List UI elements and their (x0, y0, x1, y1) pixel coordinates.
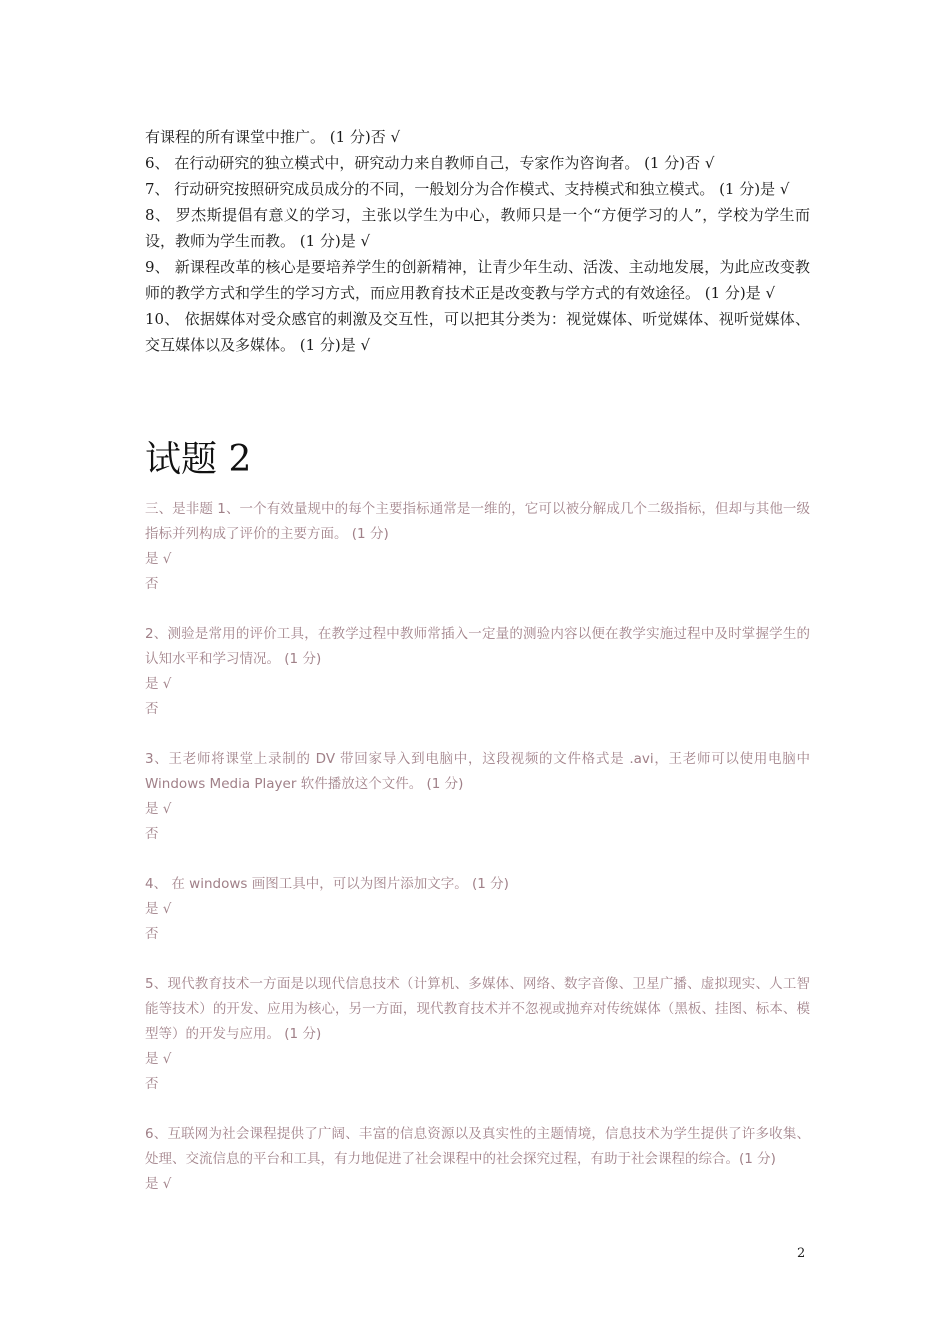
answer-yes: 是 √ (145, 901, 172, 917)
question-text: 6、互联网为社会课程提供了广阔、丰富的信息资源以及真实性的主题情境，信息技术为学生提供了许多收集、处理、交流信息的平台和工具，有力地促进了社会课程中的社会探究过程，有助于社会课程的综合。(1 分) (145, 1126, 810, 1167)
question-item (145, 1122, 810, 1197)
answer-yes: 是 √ (145, 1176, 172, 1192)
question-item (145, 622, 810, 722)
continuation-item: 有课程的所有课堂中推广。 (1 分)否 √ (145, 128, 401, 146)
continuation-item: 10、 依据媒体对受众感官的刺激及交互性，可以把其分类为：视觉媒体、听觉媒体、视听觉媒体、交互媒体以及多媒体。 (1 分)是 √ (145, 310, 810, 354)
answer-no: 否 (145, 701, 159, 717)
answer-yes: 是 √ (145, 801, 172, 817)
question-text: 2、测验是常用的评价工具，在教学过程中教师常插入一定量的测验内容以便在教学实施过程中及时掌握学生的认知水平和学习情况。 (1 分) (145, 626, 810, 667)
question-item (145, 972, 810, 1097)
answer-yes: 是 √ (145, 1051, 172, 1067)
question-item (145, 747, 810, 847)
answer-no: 否 (145, 926, 159, 942)
question-text: 5、现代教育技术一方面是以现代信息技术（计算机、多媒体、网络、数字音像、卫星广播、虚拟现实、人工智能等技术）的开发、应用为核心，另一方面，现代教育技术并不忽视或抛弃对传统媒体（黑板、挂图、标本、模型等）的开发与应用。 (1 分) (145, 976, 810, 1042)
quiz-questions (145, 497, 810, 1222)
continuation-item: 7、 行动研究按照研究成员成分的不同，一般划分为合作模式、支持模式和独立模式。 (1 分)是 √ (145, 180, 790, 198)
answer-yes: 是 √ (145, 676, 172, 692)
question-text: 4、 在 windows 画图工具中，可以为图片添加文字。 (1 分) (145, 876, 509, 892)
continuation-item: 6、 在行动研究的独立模式中，研究动力来自教师自己，专家作为咨询者。 (1 分)否 √ (145, 154, 715, 172)
continuation-list (145, 124, 810, 358)
continuation-item: 8、 罗杰斯提倡有意义的学习，主张以学生为中心，教师只是一个“方便学习的人”，学校为学生而设，教师为学生而教。 (1 分)是 √ (145, 206, 810, 250)
page-number: 2 (797, 1246, 806, 1261)
answer-yes: 是 √ (145, 551, 172, 567)
answer-no: 否 (145, 826, 159, 842)
answer-no: 否 (145, 576, 159, 592)
question-text: 3、王老师将课堂上录制的 DV 带回家导入到电脑中，这段视频的文件格式是 .avi，王老师可以使用电脑中 Windows Media Player 软件播放这个文件。 (1 分) (145, 751, 810, 792)
question-text: 三、是非题 1、一个有效量规中的每个主要指标通常是一维的，它可以被分解成几个二级指标，但却与其他一级指标并列构成了评价的主要方面。 (1 分) (145, 501, 810, 542)
question-item (145, 497, 810, 597)
answer-no: 否 (145, 1076, 159, 1092)
section-title: 试题 2 (145, 439, 252, 480)
question-item (145, 872, 810, 947)
continuation-item: 9、 新课程改革的核心是要培养学生的创新精神，让青少年生动、活泼、主动地发展，为此应改变教师的教学方式和学生的学习方式，而应用教育技术正是改变教与学方式的有效途径。 (1 分)是 √ (145, 258, 810, 302)
